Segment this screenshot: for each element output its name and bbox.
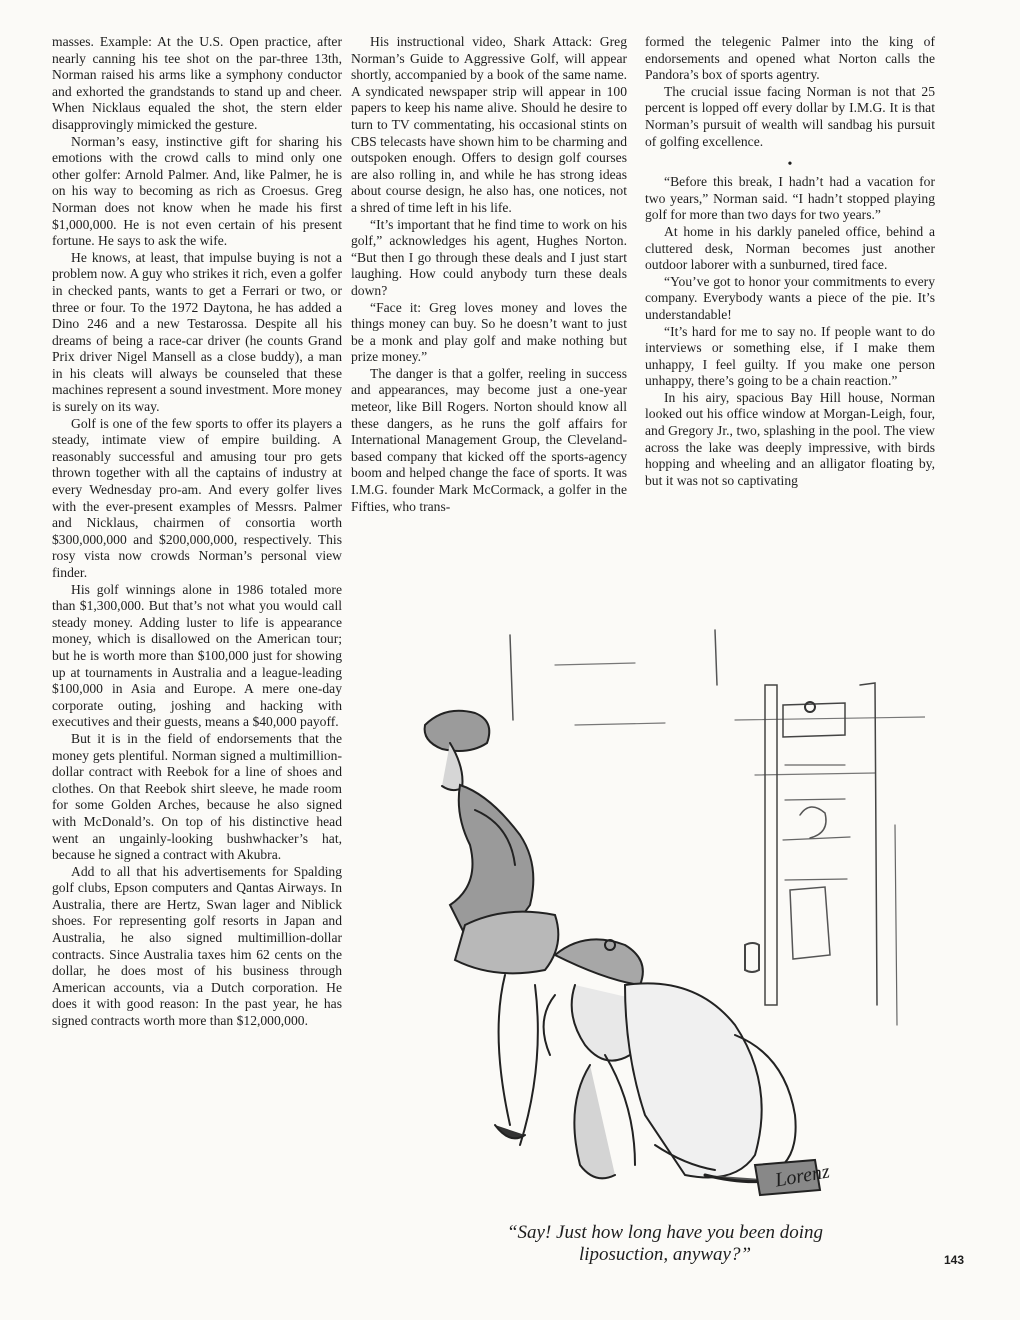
cartoon-drawing xyxy=(405,625,925,1215)
paragraph: “Face it: Greg loves money and loves the things money can buy. So he doesn’t want to just be a monk and play golf and make nothing but prize money.” xyxy=(351,299,627,365)
paragraph: The danger is that a golfer, reeling in success and appearances, may become just a one-year meteor, like Bill Rogers. Norton should know all these dangers, as he runs the golf affairs for International Management Group, the Cleveland-based company that kicked off the sports-agency boom and helped change the face of sports. It was I.M.G. founder Mark McCormack, a golfer in the Fifties, who trans- xyxy=(351,365,627,514)
artist-signature: Lorenz xyxy=(773,1160,832,1192)
paragraph: Add to all that his advertisements for Spalding golf clubs, Epson computers and Qantas Airways. In Australia, there are Hertz, Swan lager and Niblick shoes. For representing golf resorts in Japan and Australia, he also signed multimillion-dollar contracts. Since Australia taxes him 62 cents on the dollar, he does most of his business through American accounts, via a Dutch corporation. He does it with good reason: In the past year, he has signed contracts worth more than $12,000,000. xyxy=(52,863,342,1029)
paragraph: His instructional video, Shark Attack: Greg Norman’s Guide to Aggressive Golf, will appear shortly, accompanied by a book of the same name. A syndicated newspaper strip will appear in 100 papers to keep his name alive. Should he desire to turn to TV commentating, his occasional stints on CBS telecasts have shown him to be charming and outspoken enough. Offers to design golf courses are also rolling in, and while he has strong ideas about course design, he also has, one notices, not a shred of time left in his life. xyxy=(351,34,627,215)
paragraph: “It’s important that he find time to work on his golf,” acknowledges his agent, Hughes Norton. “But then I go through these deals and I just start laughing. How could anybody turn these deals down? xyxy=(351,216,627,298)
paragraph: Golf is one of the few sports to offer its players a steady, intimate view of empire building. A reasonably successful and amusing tour pro gets thrown together with all the captains of industry at every Wednesday pro-am. And every golfer lives with the ever-present examples of Messrs. Palmer and Nicklaus, chairmen of consortia worth $300,000,000 and $200,000,000, respectively. This rosy vista now crowds Norman’s personal view finder. xyxy=(52,415,342,580)
paragraph: In his airy, spacious Bay Hill house, Norman looked out his office window at Morgan-Leigh, four, and Gregory Jr., two, splashing in the pool. The view across the lake was deeply impressive, with birds hopping and wheeling and an alligator floating by, but it was not so captivating xyxy=(645,389,935,488)
paragraph: But it is in the field of endorsements that the money gets plentiful. Norman signed a multimillion-dollar contract with Reebok for a line of shoes and clothes. On that Reebok shirt sleeve, he made room for some Golden Arches, because he also signed with McDonald’s. On top of his distinctive head went an ungainly-looking bushwhacker’s hat, because he signed a contract with Akubra. xyxy=(52,730,342,863)
caption-line-2: liposuction, anyway?” xyxy=(578,1244,752,1265)
paragraph: The crucial issue facing Norman is not that 25 percent is lopped off every dollar by I.M.G. It is that Norman’s pursuit of wealth will sandbag his pursuit of golfing excellence. xyxy=(645,83,935,149)
caption-line-1: “Say! Just how long have you been doing xyxy=(506,1222,824,1243)
cartoon-illustration xyxy=(405,625,925,1215)
page-number: 143 xyxy=(944,1253,965,1267)
paragraph: His golf winnings alone in 1986 totaled more than $1,300,000. But that’s not what you would call steady money. Adding luster to life is appearance money, which is disallowed on the American tour; but he is worth more than $100,000 just for showing up at tournaments in Australia and a league-leading $100,000 in Asia and Europe. A mere one-day corporate outing, joshing and hacking with executives and their guests, means a $40,000 payoff. xyxy=(52,581,342,730)
cartoon-caption xyxy=(420,1222,910,1266)
section-break-bullet: • xyxy=(787,157,793,173)
paragraph: He knows, at least, that impulse buying is not a problem now. A guy who strikes it rich, even a golfer in checked pants, wants to get a Ferrari or two, or three or four. To the 1972 Daytona, he has added a Dino 246 and a new Testarossa. Despite all his dreams of being a race-car driver (he counts Grand Prix driver Nigel Mansell as a close buddy), a man in his cleats will always be counseled that these machines represent a sound investment. More money is surely on its way. xyxy=(52,249,342,415)
paragraph: “Before this break, I hadn’t had a vacation for two years,” Norman said. “I hadn’t stopped playing golf for more than two days for two years.” xyxy=(645,174,935,223)
paragraph: formed the telegenic Palmer into the king of endorsements and opened what Norton calls the Pandora’s box of sports agentry. xyxy=(645,34,935,83)
paragraph: “You’ve got to honor your commitments to every company. Everybody wants a piece of the pie. It’s understandable! xyxy=(645,273,935,322)
article-column-1 xyxy=(52,34,342,1030)
article-column-2 xyxy=(351,34,627,515)
paragraph: “It’s hard for me to say no. If people want to do interviews or something else, if I make them unhappy, I feel guilty. If you make one person unhappy, there’s going to be a chain reaction.” xyxy=(645,323,935,389)
paragraph: Norman’s easy, instinctive gift for sharing his emotions with the crowd calls to mind only one other golfer: Arnold Palmer. And, like Palmer, he is on his way to becoming as rich as Croesus. Greg Norman does not know when he made his first $1,000,000. He is not even certain of his present fortune. He says to ask the wife. xyxy=(52,133,342,249)
paragraph: masses. Example: At the U.S. Open practice, after nearly canning his tee shot on the par-three 13th, Norman raised his arms like a symphony conductor and exhorted the grandstands to stand up and cheer. When Nicklaus equaled the shot, the stern elder disapprovingly mimicked the gesture. xyxy=(52,34,342,132)
article-column-3 xyxy=(645,34,935,489)
paragraph: At home in his darkly paneled office, behind a cluttered desk, Norman becomes just another outdoor laborer with a sunburned, tired face. xyxy=(645,223,935,273)
